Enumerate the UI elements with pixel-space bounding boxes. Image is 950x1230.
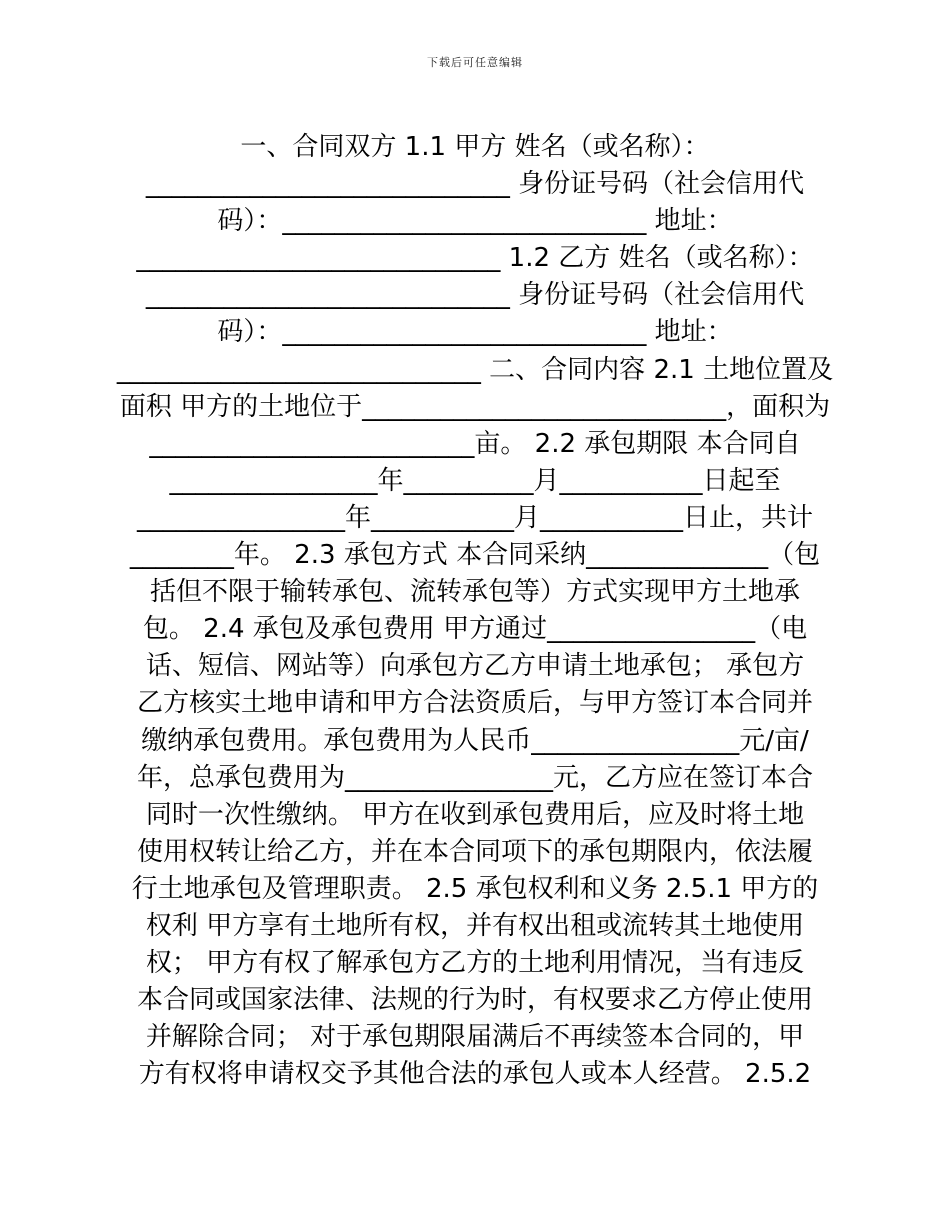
text-line: ________________年___________月___________日止，共计: [136, 502, 813, 533]
text-line: 一、合同双方 1.1 甲方 姓名（或名称）：: [240, 132, 710, 162]
text-line: 年，总承包费用为________________元，乙方应在签订本合: [136, 762, 813, 793]
text-line: ____________________________ 身份证号码（社会信用代: [145, 169, 805, 200]
page-header-note: 下载后可任意编辑: [427, 56, 523, 69]
text-line: 乙方核实土地申请和甲方合法资质后，与甲方签订本合同并: [136, 688, 813, 719]
text-line: ________年。 2.3 承包方式 本合同采纳______________（包: [129, 540, 821, 571]
text-line: 本合同或国家法律、法规的行为时，有权要求乙方停止使用: [136, 985, 813, 1016]
text-line: 括但不限于输转承包、流转承包等）方式实现甲方土地承: [149, 577, 800, 608]
text-line: 面积 甲方的土地位于____________________________，面积为: [119, 391, 831, 422]
text-line: ____________________________ 身份证号码（社会信用代: [145, 280, 805, 311]
text-line: 同时一次性缴纳。 甲方在收到承包费用后，应及时将土地: [145, 799, 805, 830]
text-line: 并解除合同； 对于承包期限届满后不再续签本合同的，甲: [145, 1022, 805, 1053]
text-line: 包。 2.4 承包及承包费用 甲方通过________________（电: [142, 614, 808, 645]
text-line: ____________________________ 二、合同内容 2.1 土地位置及: [116, 354, 834, 385]
text-line: 话、短信、网站等）向承包方乙方申请土地承包； 承包方: [145, 651, 805, 682]
text-line: 码）：____________________________ 地址：: [217, 317, 733, 348]
text-line: 码）：____________________________ 地址：: [217, 206, 733, 237]
text-line: 权利 甲方享有土地所有权，并有权出租或流转其土地使用: [145, 910, 805, 941]
text-line: 使用权转让给乙方，并在本合同项下的承包期限内，依法履: [136, 836, 813, 867]
text-line: 缴纳承包费用。承包费用为人民币________________元/亩/: [141, 725, 809, 756]
text-line: 行土地承包及管理职责。 2.5 承包权利和义务 2.5.1 甲方的: [131, 873, 819, 904]
text-line: ____________________________ 1.2 乙方 姓名（或名称）：: [136, 243, 814, 274]
text-line: 方有权将申请权交予其他合法的承包人或本人经营。 2.5.2: [138, 1059, 812, 1090]
text-line: _________________________亩。 2.2 承包期限 本合同自: [149, 428, 801, 459]
text-line: 权； 甲方有权了解承包方乙方的土地利用情况，当有违反: [145, 948, 805, 979]
text-line: ________________年__________月___________日起至: [169, 465, 781, 496]
contract-body: [105, 129, 845, 1093]
